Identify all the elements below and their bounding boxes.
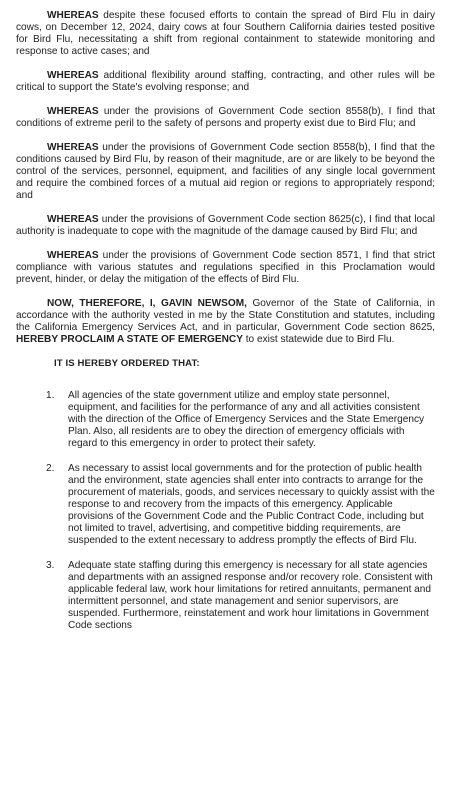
order-text: All agencies of the state government utilize and employ state personnel, equipment, and facilities for the performance of any and all activities consistent with the direction of the Office of Emergency Services and the State Emergency Plan. Also, all residents are to obey the direction of emergency officials with regard to this emergency in order to protect their safety. (68, 389, 425, 449)
whereas-text: under the provisions of Government Code section 8625(c), I find that local authority is inadequate to cope with the magnitude of the damage caused by Bird Flu; and (16, 213, 435, 237)
whereas-lead: WHEREAS (47, 213, 99, 225)
whereas-text: additional flexibility around staffing, contracting, and other rules will be critical to support the State's evolving response; and (16, 69, 435, 94)
proclamation-lead: NOW, THEREFORE, I, GAVIN NEWSOM, (47, 297, 247, 309)
proclamation-declaration: HEREBY PROCLAIM A STATE OF EMERGENCY (16, 333, 243, 345)
order-number: 3. (46, 560, 55, 572)
whereas-paragraph-6 (16, 250, 435, 286)
order-item-3 (16, 560, 435, 632)
whereas-paragraph-3 (16, 106, 435, 130)
whereas-lead: WHEREAS (47, 141, 99, 153)
whereas-lead: WHEREAS (47, 69, 99, 81)
proclamation-text: Governor of the State of California, in accordance with the authority vested in me by the State Constitution and statutes, including the California Emergency Services Act, and in particular, Government Code section 8625, (16, 297, 435, 333)
order-text: Adequate state staffing during this emergency is necessary for all state agencies and departments with an assigned response and/or recovery role. Consistent with applicable federal law, work hour limitations for retired annuitants, permanent and intermittent personnel, and state management and senior supervisors, are suspended. Furthermore, reinstatement and work hour limitations in Government Code sections (68, 560, 433, 632)
whereas-lead: WHEREAS (47, 10, 99, 21)
order-number: 2. (46, 462, 55, 474)
whereas-text: despite these focused efforts to contain the spread of Bird Flu in dairy cows, on December 12, 2024, dairy cows at four Southern California dairies tested positive for Bird Flu, necessitating a shift from regional containment to statewide monitoring and response to active cases; and (16, 10, 435, 58)
order-list (16, 390, 435, 633)
proclamation-text-end: to exist statewide due to Bird Flu. (242, 333, 395, 345)
whereas-lead: WHEREAS (47, 249, 99, 261)
order-number: 1. (46, 389, 55, 401)
whereas-paragraph-1 (16, 10, 435, 58)
whereas-text: under the provisions of Government Code section 8571, I find that strict compliance with various statutes and regulations specified in this Proclamation would prevent, hinder, or delay the mitigation of the effects of Bird Flu. (16, 249, 435, 285)
whereas-text: under the provisions of Government Code section 8558(b), I find that the conditions caused by Bird Flu, by reason of their magnitude, are or are likely to be beyond the control of the services, personnel, equipment, and facilities of any single local government and require the combined forces of a mutual aid region or regions to appropriately respond; and (16, 141, 435, 201)
whereas-paragraph-2 (16, 70, 435, 94)
whereas-paragraph-5 (16, 214, 435, 238)
whereas-text: under the provisions of Government Code section 8558(b), I find that conditions of extreme peril to the safety of persons and property exist due to Bird Flu; and (16, 105, 435, 129)
order-item-1 (16, 390, 435, 450)
whereas-paragraph-4 (16, 142, 435, 202)
ordered-heading: IT IS HEREBY ORDERED THAT: (54, 357, 200, 369)
order-item-2 (16, 463, 435, 547)
whereas-lead: WHEREAS (47, 105, 99, 117)
proclamation-paragraph (16, 298, 435, 346)
order-text: As necessary to assist local governments and for the protection of public health and the environment, state agencies shall enter into contracts to arrange for the procurement of materials, goods, and services necessary to quickly assist with the response to and recovery from the impacts of this emergency. Applicable provisions of the Government Code and the Public Contract Code, including but not limited to travel, advertising, and competitive bidding requirements, are suspended to the extent necessary to address promptly the effects of Bird Flu. (68, 462, 435, 547)
